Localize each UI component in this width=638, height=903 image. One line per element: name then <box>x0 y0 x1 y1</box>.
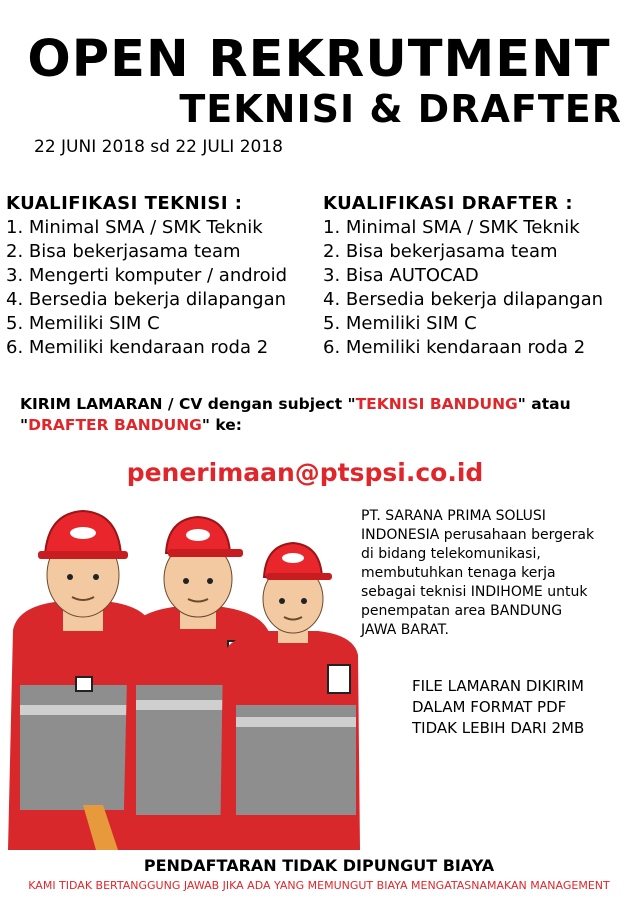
company-line: JAWA BARAT. <box>361 622 449 638</box>
company-line: PT. SARANA PRIMA SOLUSI <box>361 508 546 524</box>
file-line: DALAM FORMAT PDF <box>412 698 567 716</box>
application-email[interactable]: penerimaan@ptspsi.co.id <box>126 458 484 487</box>
apply-prefix: KIRIM LAMARAN / CV dengan subject " <box>20 395 356 413</box>
drafter-list <box>323 216 603 360</box>
company-line: di bidang telekomunikasi, <box>361 546 541 562</box>
company-line: INDONESIA perusahaan bergerak <box>361 527 595 543</box>
apply-quote: " <box>20 416 29 434</box>
page-title: OPEN REKRUTMENT <box>27 30 611 89</box>
teknisi-heading: KUALIFIKASI TEKNISI : <box>6 193 243 214</box>
list-item: 2. Bisa bekerjasama team <box>6 241 241 262</box>
company-line: sebagai teknisi INDIHOME untuk <box>361 584 588 600</box>
teknisi-list <box>6 216 287 360</box>
worker-right <box>220 543 360 850</box>
list-item: 2. Bisa bekerjasama team <box>323 241 558 262</box>
apply-suffix: " ke: <box>201 416 242 434</box>
subject-teknisi: TEKNISI BANDUNG <box>355 395 518 413</box>
list-item: 5. Memiliki SIM C <box>323 313 477 334</box>
apply-middle: " atau <box>517 395 571 413</box>
list-item: 3. Mengerti komputer / android <box>6 265 288 286</box>
list-item: 3. Bisa AUTOCAD <box>323 265 479 286</box>
disclaimer: KAMI TIDAK BERTANGGUNG JAWAB JIKA ADA YANG MEMUNGUT BIAYA MENGATASNAMAKAN MANAGEMENT <box>28 879 610 892</box>
file-requirements <box>412 676 638 739</box>
list-item: 6. Memiliki kendaraan roda 2 <box>323 337 586 358</box>
company-line: penempatan area BANDUNG <box>361 603 563 619</box>
list-item: 4. Bersedia bekerja dilapangan <box>323 289 604 310</box>
list-item: 4. Bersedia bekerja dilapangan <box>6 289 287 310</box>
recruitment-dates: 22 JUNI 2018 sd 22 JULI 2018 <box>34 137 283 157</box>
free-registration-notice: PENDAFTARAN TIDAK DIPUNGUT BIAYA <box>143 856 495 875</box>
drafter-qualifications <box>323 192 603 360</box>
file-line: FILE LAMARAN DIKIRIM <box>412 677 584 695</box>
teknisi-qualifications <box>6 192 287 360</box>
list-item: 5. Memiliki SIM C <box>6 313 160 334</box>
company-description <box>361 507 636 640</box>
list-item: 6. Memiliki kendaraan roda 2 <box>6 337 269 358</box>
drafter-heading: KUALIFIKASI DRAFTER : <box>323 193 574 214</box>
subject-drafter: DRAFTER BANDUNG <box>28 416 202 434</box>
apply-instructions <box>20 394 630 436</box>
list-item: 1. Minimal SMA / SMK Teknik <box>6 217 263 238</box>
page-subtitle: TEKNISI & DRAFTER <box>179 87 622 131</box>
three-technician-workers-illustration <box>8 505 360 850</box>
list-item: 1. Minimal SMA / SMK Teknik <box>323 217 580 238</box>
company-line: membutuhkan tenaga kerja <box>361 565 556 581</box>
file-line: TIDAK LEBIH DARI 2MB <box>412 719 585 737</box>
